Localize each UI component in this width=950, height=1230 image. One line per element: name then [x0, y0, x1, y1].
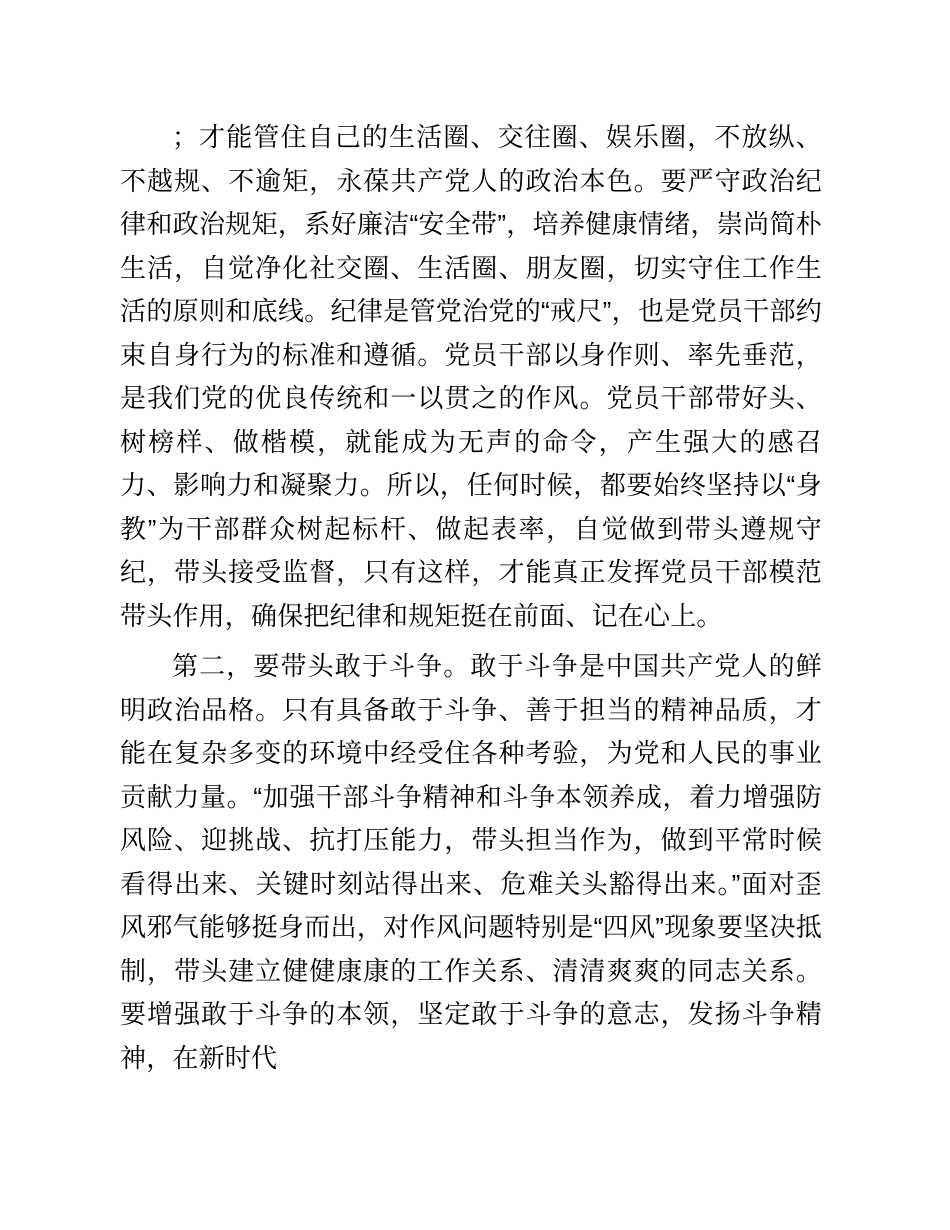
paragraph-second-point: 第二，要带头敢于斗争。敢于斗争是中国共产党人的鲜明政治品格。只有具备敢于斗争、善于担当的精神品质，才能在复杂多变的环境中经受住各种考验，为党和人民的事业贡献力量。“加强干部斗争精神和斗争本领养成，着力增强防风险、迎挑战、抗打压能力，带头担当作为，做到平常时候看得出来、关键时刻站得出来、危难关头豁得出来。”面对歪风邪气能够挺身而出，对作风问题特别是“四风”现象要坚决抵制，带头建立健健康康的工作关系、清清爽爽的同志关系。要增强敢于斗争的本领，坚定敢于斗争的意志，发扬斗争精神，在新时代	[120, 651, 822, 1073]
paragraph-continuation: ；才能管住自己的生活圈、交往圈、娱乐圈，不放纵、不越规、不逾矩，永葆共产党人的政治本色。要严守政治纪律和政治规矩，系好廉洁“安全带”，培养健康情绪，崇尚简朴生活，自觉净化社交圈、生活圈、朋友圈，切实守住工作生活的原则和底线。纪律是管党治党的“戒尺”，也是党员干部约束自身行为的标准和遵循。党员干部以身作则、率先垂范，是我们党的优良传统和一以贯之的作风。党员干部带好头、树榜样、做楷模，就能成为无声的命令，产生强大的感召力、影响力和凝聚力。所以，任何时候，都要始终坚持以“身教”为干部群众树起标杆、做起表率，自觉做到带头遵规守纪，带头接受监督，只有这样，才能真正发挥党员干部模范带头作用，确保把纪律和规矩挺在前面、记在心上。	[120, 122, 822, 631]
document-text-block	[120, 116, 822, 1080]
